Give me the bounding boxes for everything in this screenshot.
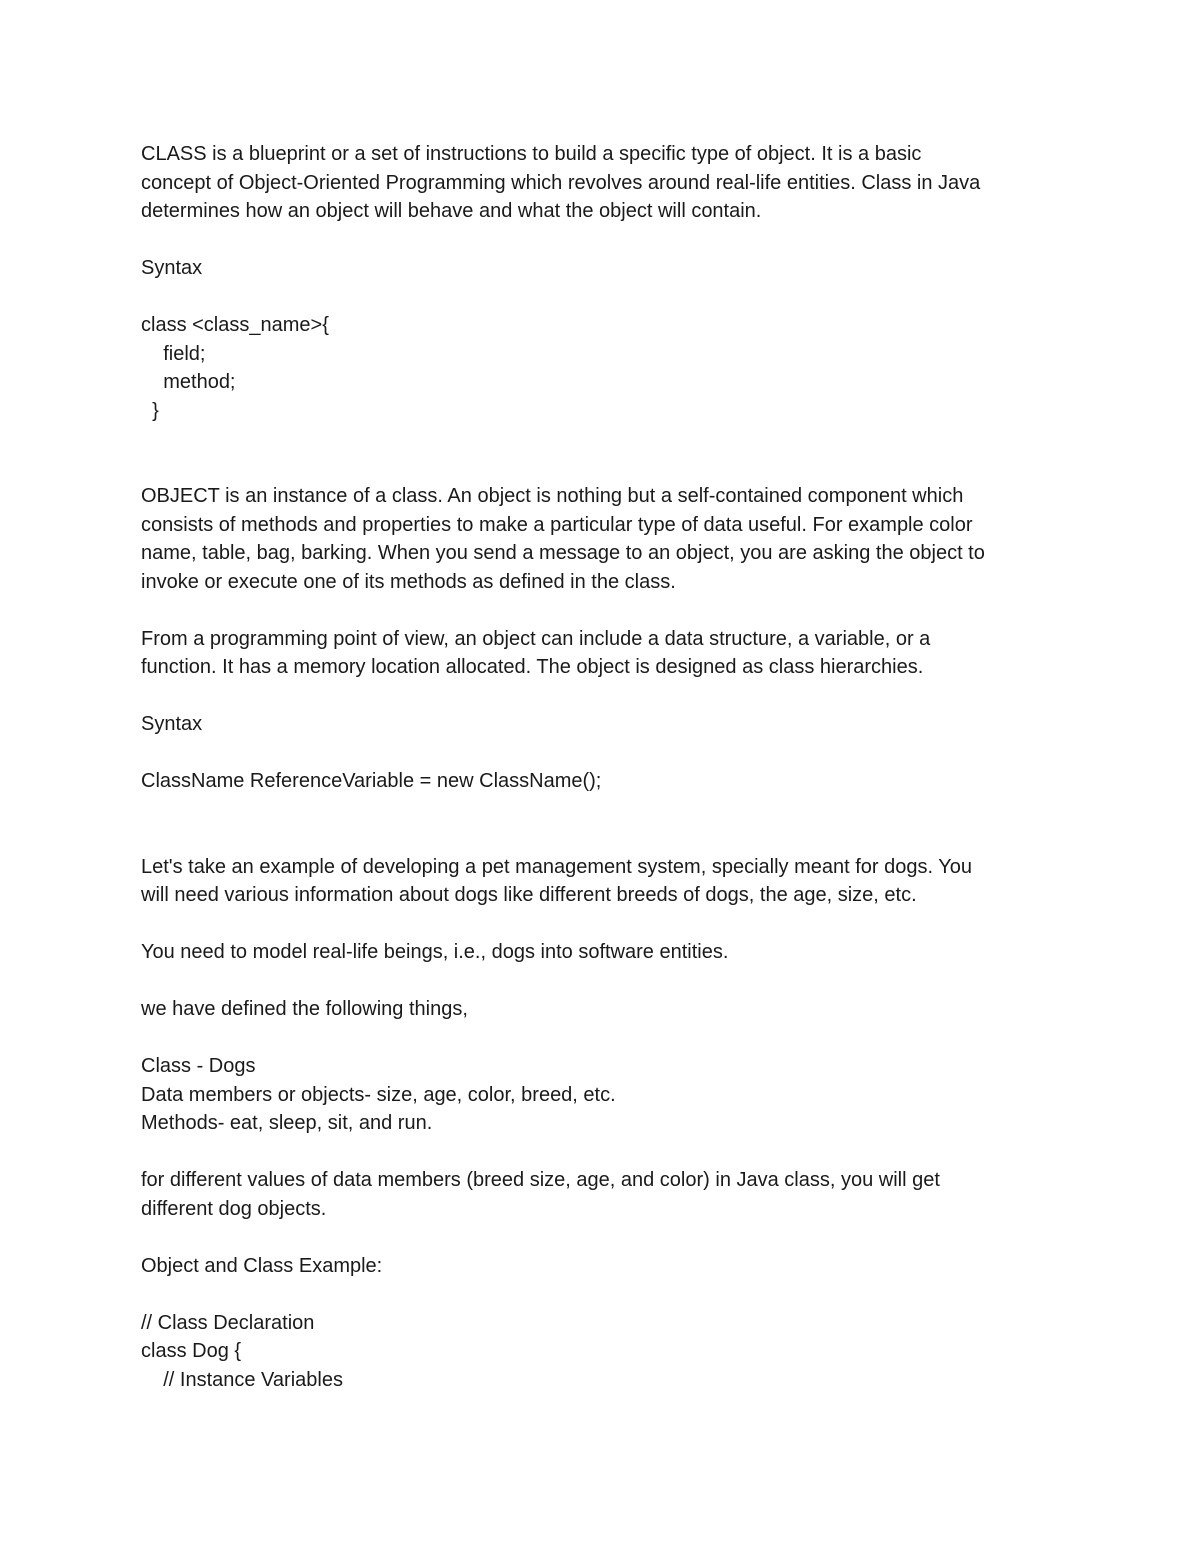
code-example-block bbox=[141, 1309, 1071, 1395]
example-intro-paragraph bbox=[141, 853, 1071, 910]
model-line: You need to model real-life beings, i.e., dogs into software entities. bbox=[141, 941, 729, 963]
text-line: CLASS is a blueprint or a set of instructions to build a specific type of object. It is a basic bbox=[141, 143, 922, 165]
text-line: for different values of data members (breed size, age, and color) in Java class, you will get bbox=[141, 1169, 940, 1191]
blank-line bbox=[141, 226, 1071, 255]
object-syntax-line: ClassName ReferenceVariable = new ClassName(); bbox=[141, 770, 602, 792]
code-line: // Instance Variables bbox=[141, 1368, 343, 1391]
blank-line bbox=[141, 425, 1071, 454]
code-line: field; bbox=[141, 342, 206, 365]
class-definition-paragraph bbox=[141, 140, 1071, 226]
blank-line bbox=[141, 796, 1071, 825]
text-line: determines how an object will behave and what the object will contain. bbox=[141, 200, 762, 222]
document-body bbox=[141, 140, 1071, 1394]
code-line: class <class_name>{ bbox=[141, 314, 329, 336]
text-line: name, table, bag, barking. When you send a message to an object, you are asking the object to bbox=[141, 542, 985, 564]
definition-item: Class - Dogs bbox=[141, 1055, 256, 1077]
text-line: concept of Object-Oriented Programming which revolves around real-life entities. Class in Java bbox=[141, 171, 981, 194]
blank-line bbox=[141, 910, 1071, 939]
blank-line bbox=[141, 967, 1071, 996]
text-line: invoke or execute one of its methods as defined in the class. bbox=[141, 570, 676, 593]
text-line: Let's take an example of developing a pet management system, specially meant for dogs. You bbox=[141, 855, 972, 878]
object-definition-paragraph bbox=[141, 482, 1071, 596]
text-line: OBJECT is an instance of a class. An object is nothing but a self-contained component which bbox=[141, 485, 964, 507]
syntax-label: Syntax bbox=[141, 257, 203, 279]
class-syntax-block bbox=[141, 311, 1071, 425]
blank-line bbox=[141, 739, 1071, 768]
definitions-list bbox=[141, 1052, 1071, 1138]
blank-line bbox=[141, 454, 1071, 483]
blank-line bbox=[141, 596, 1071, 625]
blank-line bbox=[141, 1223, 1071, 1252]
example-heading: Object and Class Example: bbox=[141, 1254, 383, 1277]
syntax-label: Syntax bbox=[141, 713, 203, 735]
text-line: consists of methods and properties to make a particular type of data useful. For example color bbox=[141, 513, 973, 536]
defined-line: we have defined the following things, bbox=[141, 998, 468, 1020]
code-line: } bbox=[141, 399, 159, 422]
text-line: different dog objects. bbox=[141, 1197, 327, 1220]
blank-line bbox=[141, 1138, 1071, 1167]
code-line: class Dog { bbox=[141, 1340, 242, 1362]
text-line: will need various information about dogs like different breeds of dogs, the age, size, etc. bbox=[141, 884, 917, 906]
code-line: method; bbox=[141, 371, 236, 393]
definition-item: Methods- eat, sleep, sit, and run. bbox=[141, 1112, 433, 1134]
object-pov-paragraph bbox=[141, 625, 1071, 682]
values-paragraph bbox=[141, 1166, 1071, 1223]
text-line: From a programming point of view, an object can include a data structure, a variable, or a bbox=[141, 627, 931, 650]
blank-line bbox=[141, 1280, 1071, 1309]
blank-line bbox=[141, 1024, 1071, 1053]
code-line: // Class Declaration bbox=[141, 1311, 315, 1334]
blank-line bbox=[141, 682, 1071, 711]
definition-item: Data members or objects- size, age, color, breed, etc. bbox=[141, 1083, 616, 1106]
blank-line bbox=[141, 824, 1071, 853]
blank-line bbox=[141, 283, 1071, 312]
text-line: function. It has a memory location allocated. The object is designed as class hierarchies. bbox=[141, 656, 924, 678]
